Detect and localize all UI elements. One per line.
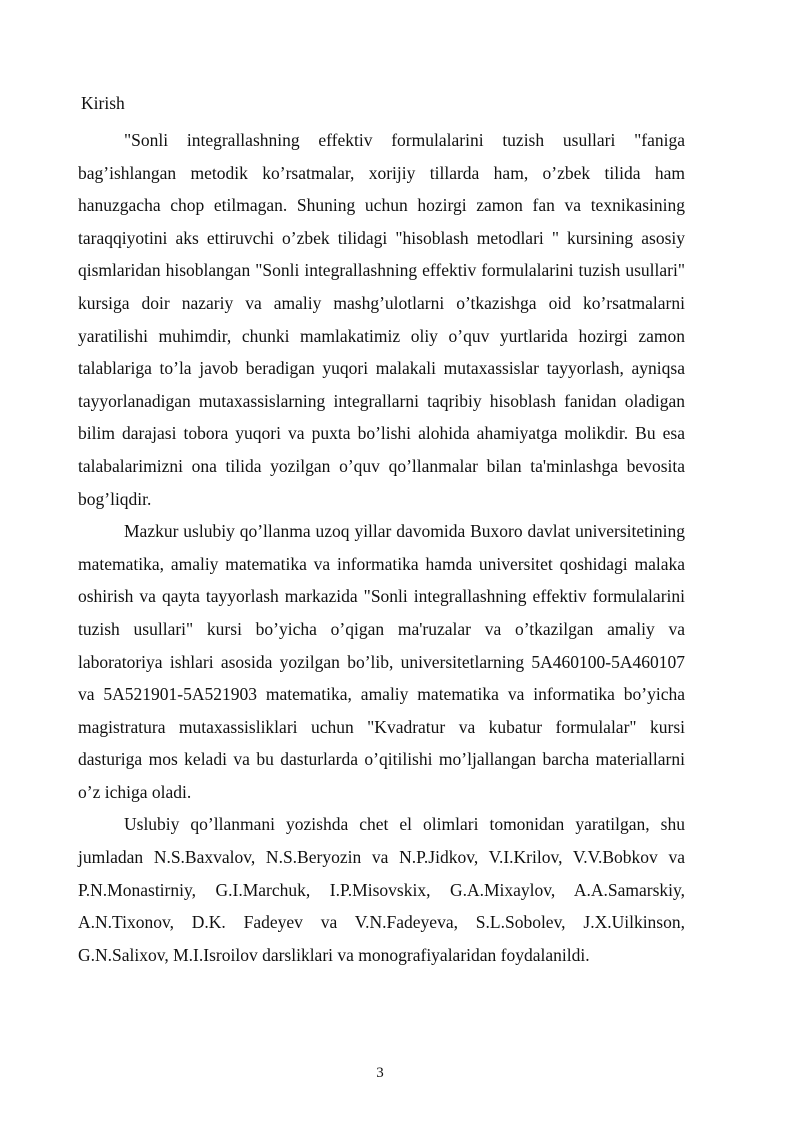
- page-number: 3: [376, 1065, 384, 1081]
- paragraph-manual-description: Mazkur uslubiy qo’llanma uzoq yillar davomida Buxoro davlat universitetining matematika, amaliy matematika va informatika hamda universitet qoshidagi malaka oshirish va qayta tayyorlash markazida "Sonli integrallashning effektiv formulalarini tuzish usullari" kursi bo’yicha o’qigan ma'ruzalar va o’tkazilgan amaliy va laboratoriya ishlari asosida yozilgan bo’lib, universitetlarning 5A460100-5A460107 va 5A521901-5A521903 matematika, amaliy matematika va informatika bo’yicha magistratura mutaxassisliklari uchun "Kvadratur va kubatur formulalar" kursi dasturiga mos keladi va bu dasturlarda o’qitilishi mo’ljallangan barcha materiallarni o’z ichiga oladi.: [78, 521, 685, 802]
- paragraph-introduction: "Sonli integrallashning effektiv formulalarini tuzish usullari "faniga bag’ishlangan metodik ko’rsatmalar, xorijiy tillarda ham, o’zbek tilida ham hanuzgacha chop etilmagan. Shuning uchun hozirgi zamon fan va texnikasining taraqqiyotini aks ettiruvchi o’zbek tilidagi "hisoblash metodlari " kursining asosiy qismlaridan hisoblangan "Sonli integrallashning effektiv formulalarini tuzish usullari" kursiga doir nazariy va amaliy mashg’ulotlarni o’tkazishga oid ko’rsatmalarni yaratilishi muhimdir, chunki mamlakatimiz oliy o’quv yurtlarida hozirgi zamon talablariga to’la javob beradigan yuqori malakali mutaxassislar tayyorlash, ayniqsa tayyorlanadigan mutaxassislarning integrallarni taqribiy hisoblash fanidan oladigan bilim darajasi tobora yuqori va puxta bo’lishi alohida ahamiyatga molikdir. Bu esa talabalarimizni ona tilida yozilgan o’quv qo’llanmalar bilan ta'minlashga bevosita bog’liqdir.: [78, 130, 685, 509]
- document-page: [78, 91, 685, 971]
- paragraph-references: Uslubiy qo’llanmani yozishda chet el olimlari tomonidan yaratilgan, shu jumladan N.S.Baxvalov, N.S.Beryozin va N.P.Jidkov, V.I.Krilov, V.V.Bobkov va P.N.Monastirniy, G.I.Marchuk, I.P.Misovskix, G.A.Mixaylov, A.A.Samarskiy, A.N.Tixonov, D.K. Fadeyev va V.N.Fadeyeva, S.L.Sobolev, J.X.Uilkinson, G.N.Salixov, M.I.Isroilov darsliklari va monografiyalaridan foydalanildi.: [78, 814, 685, 965]
- section-heading: Kirish: [81, 93, 125, 113]
